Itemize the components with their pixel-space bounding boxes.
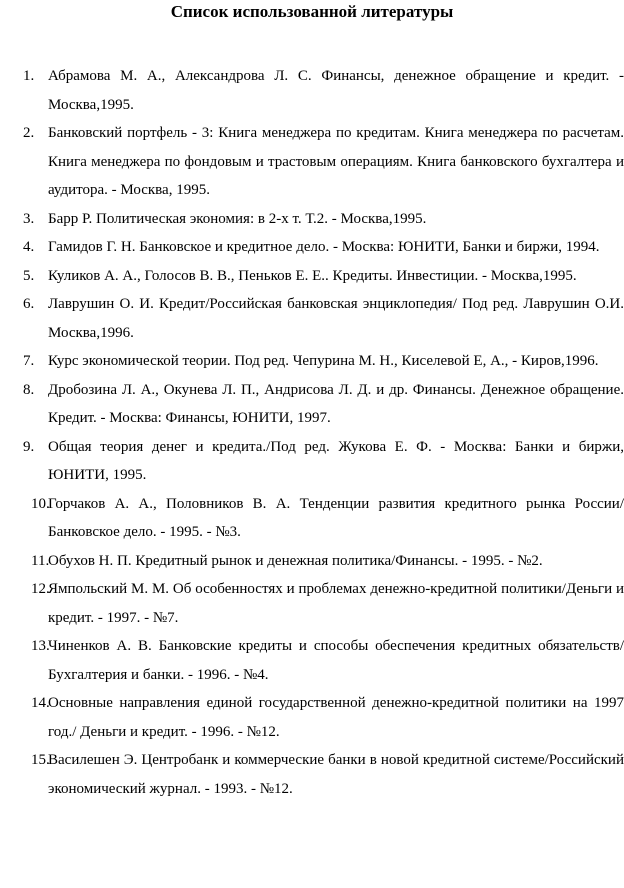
reference-number: 9. (23, 438, 35, 455)
reference-item (0, 632, 624, 689)
reference-text: Абрамова М. А., Александрова Л. С. Финансы, денежное обращение и кредит. - Москва,1995. (48, 68, 624, 113)
reference-number: 15. (31, 752, 50, 768)
reference-number: 7. (23, 353, 35, 369)
reference-item (0, 490, 624, 547)
reference-number: 2. (23, 125, 35, 141)
reference-number: 5. (23, 267, 35, 284)
reference-number: 12. (31, 581, 50, 597)
reference-number: 13. (31, 638, 50, 654)
reference-text: Василешен Э. Центробанк и коммерческие банки в новой кредитной системе/Российский экономический журнал. - 1993. - №12. (48, 752, 624, 797)
reference-text: Куликов А. А., Голосов В. В., Пеньков Е. Е.. Кредиты. Инвестиции. - Москва,1995. (48, 267, 577, 284)
reference-text: Дробозина Л. А., Окунева Л. П., Андрисова Л. Д. и др. Финансы. Денежное обращение. Кредит. - Москва: Финансы, ЮНИТИ, 1997. (48, 381, 624, 426)
reference-text: Гамидов Г. Н. Банковское и кредитное дело. - Москва: ЮНИТИ, Банки и биржи, 1994. (48, 239, 600, 255)
reference-number: 6. (23, 296, 35, 312)
reference-item (0, 347, 624, 376)
reference-text: Горчаков А. А., Половников В. А. Тенденции развития кредитного рынка России/Банковское дело. - 1995. - №3. (48, 495, 624, 540)
reference-text: Курс экономической теории. Под ред. Чепурина М. Н., Киселевой Е, А., - Киров,1996. (48, 353, 599, 369)
reference-text: Обухов Н. П. Кредитный рынок и денежная политика/Финансы. - 1995. - №2. (48, 552, 543, 569)
reference-list (0, 62, 624, 803)
reference-item (0, 746, 624, 803)
reference-item (0, 547, 624, 576)
reference-number: 11. (31, 552, 50, 569)
reference-item (0, 119, 624, 205)
reference-number: 14. (31, 695, 50, 711)
reference-item (0, 233, 624, 262)
reference-item (0, 376, 624, 433)
reference-number: 1. (23, 68, 35, 84)
reference-text: Лаврушин О. И. Кредит/Российская банковская энциклопедия/ Под ред. Лаврушин О.И. Москва,1996. (48, 296, 624, 341)
reference-number: 3. (23, 210, 35, 227)
reference-number: 8. (23, 381, 35, 398)
reference-item (0, 689, 624, 746)
reference-text: Основные направления единой государственной денежно-кредитной политики на 1997 год./ Деньги и кредит. - 1996. - №12. (48, 695, 624, 740)
reference-item (0, 62, 624, 119)
reference-number: 4. (23, 239, 35, 255)
reference-text: Банковский портфель - 3: Книга менеджера по кредитам. Книга менеджера по расчетам. Книга менеджера по фондовым и трастовым операциям. Книга банковского бухгалтера и аудитора. - Москва, 1995. (48, 125, 624, 198)
page-title: Список использованной литературы (170, 2, 454, 21)
reference-item (0, 290, 624, 347)
reference-text: Чиненков А. В. Банковские кредиты и способы обеспечения кредитных обязательств/Бухгалтерия и банки. - 1996. - №4. (48, 638, 624, 683)
reference-item (0, 262, 624, 291)
reference-item (0, 433, 624, 490)
reference-item (0, 205, 624, 234)
reference-text: Барр Р. Политическая экономия: в 2-х т. Т.2. - Москва,1995. (48, 210, 427, 227)
reference-text: Общая теория денег и кредита./Под ред. Жукова Е. Ф. - Москва: Банки и биржи, ЮНИТИ, 1995. (48, 438, 624, 483)
reference-text: Ямпольский М. М. Об особенностях и проблемах денежно-кредитной политики/Деньги и кредит. - 1997. - №7. (48, 581, 624, 626)
reference-number: 10. (31, 495, 50, 512)
reference-item (0, 575, 624, 632)
